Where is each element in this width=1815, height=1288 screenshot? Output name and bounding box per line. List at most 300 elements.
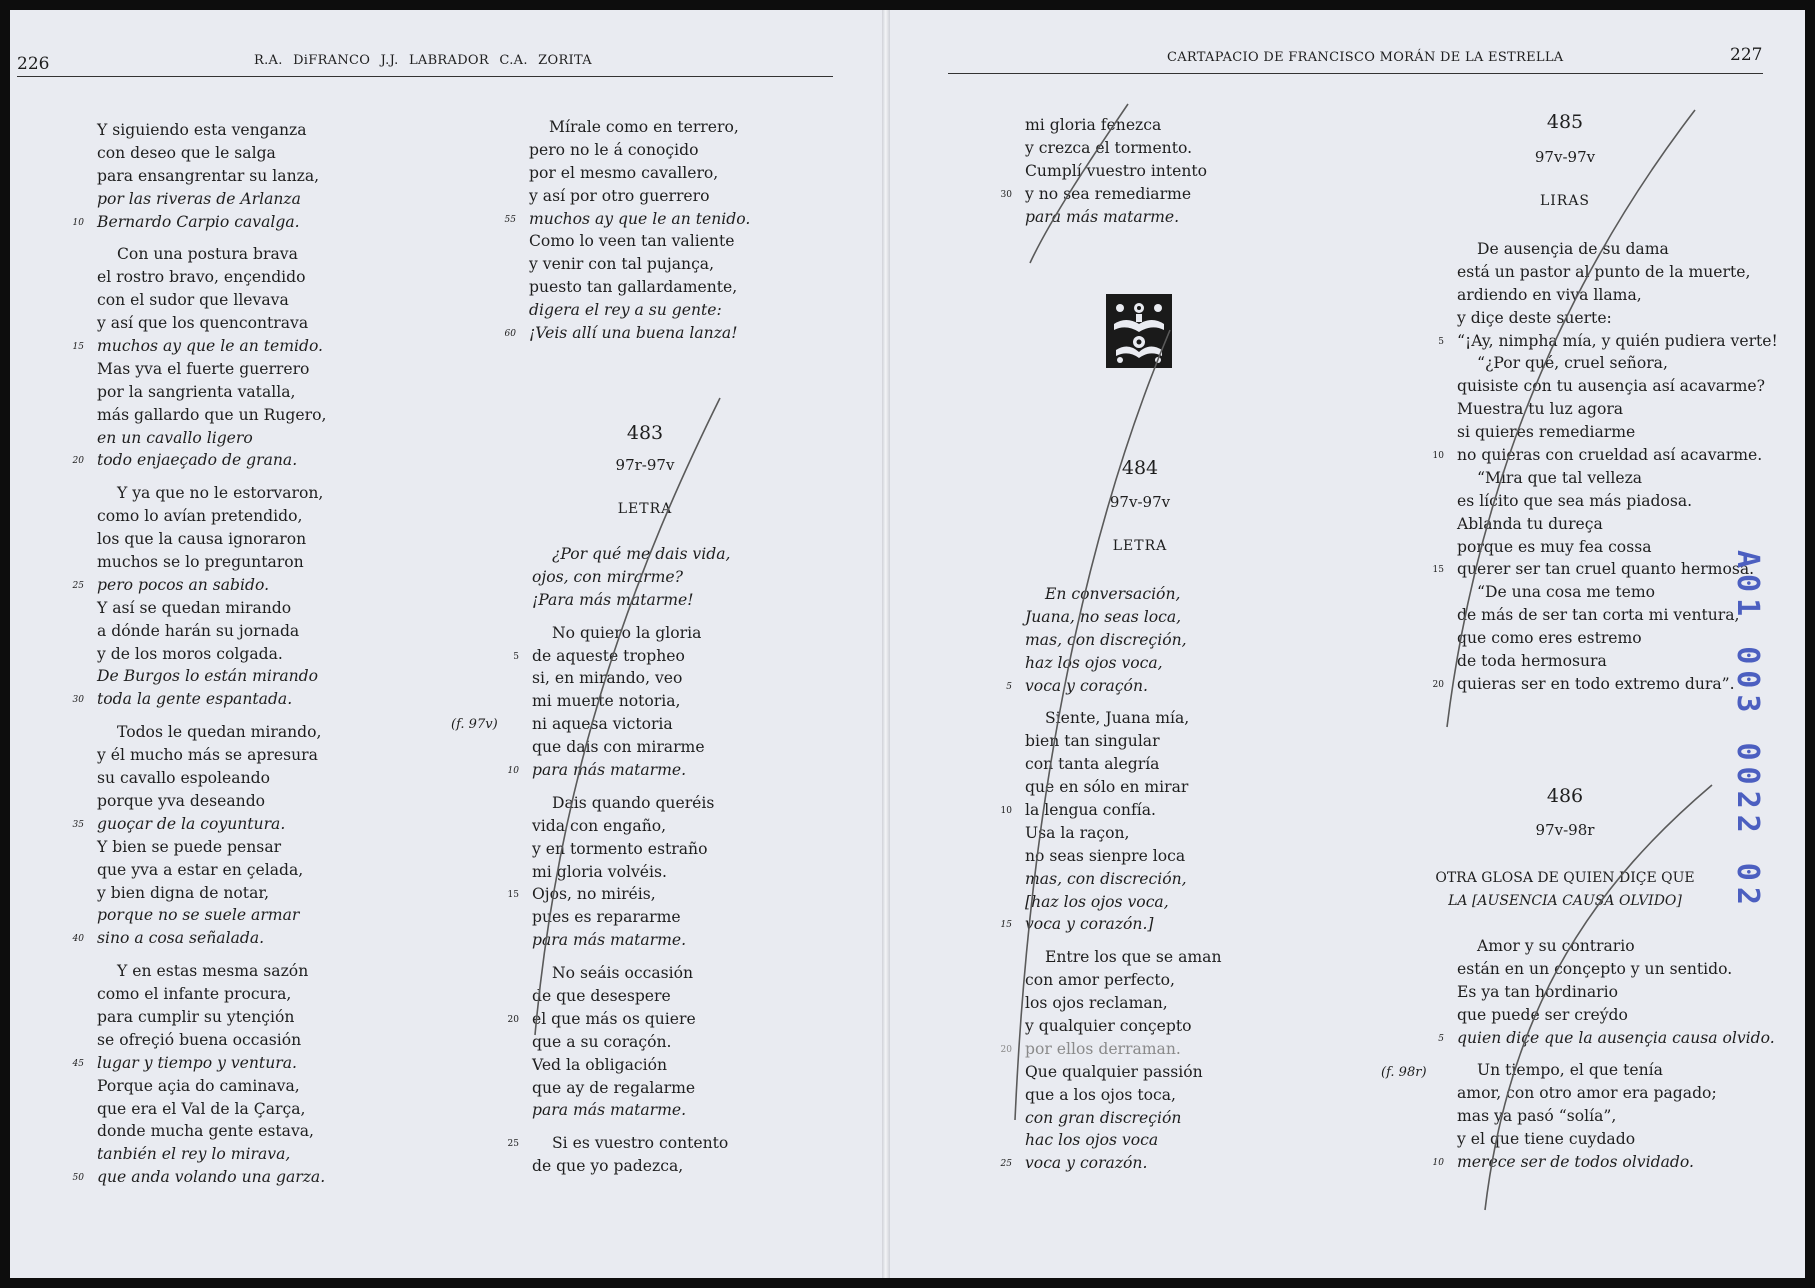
verse-text: todo enjaeçado de grana. <box>97 451 298 470</box>
verse-text: No seáis occasión <box>552 964 694 983</box>
left-page-number: 226 <box>17 54 50 74</box>
line-number: 55 <box>504 214 516 225</box>
verse-text: puesto tan gallardamente, <box>529 278 738 297</box>
verse-text: Con una postura brava <box>117 245 298 264</box>
verse-text: muchos se lo preguntaron <box>97 553 304 572</box>
verse-line <box>97 1029 326 1052</box>
verse-line <box>97 744 326 767</box>
poem-483-folio-ref: 97r-97v <box>615 456 675 474</box>
verse-text: porque no se suele armar <box>97 906 300 925</box>
poem-485-folio-ref: 97v-97v <box>1534 148 1596 166</box>
verse-line <box>529 116 750 139</box>
verse-line <box>532 929 730 952</box>
verse-line <box>1438 1027 1775 1050</box>
verse-text: Mas yva el fuerte guerrero <box>97 359 310 378</box>
verse-text: y no sea remediarme <box>1025 184 1192 203</box>
verse-text: merece ser de todos olvidado. <box>1457 1153 1694 1172</box>
verse-line <box>97 266 326 289</box>
verse-text: su cavallo espoleando <box>97 769 270 788</box>
verse-text: vida con engaño, <box>532 816 667 835</box>
verse-text: ¡Para más matarme! <box>532 590 694 609</box>
verse-text: Usa la raçon, <box>1025 823 1130 842</box>
verse-line <box>1025 992 1222 1015</box>
line-number: 20 <box>72 456 84 467</box>
verse-line <box>1000 1038 1222 1061</box>
verse-line <box>97 1098 326 1121</box>
verse-line <box>1438 330 1778 353</box>
verse-line <box>529 162 750 185</box>
verse-text: para más matarme. <box>532 931 687 950</box>
verse-text: está un pastor al punto de la muerte, <box>1457 262 1751 281</box>
verse-line <box>97 836 326 859</box>
verse-text: ¿Por qué me dais vida, <box>552 545 731 563</box>
verse-text: que era el Val de la Çarça, <box>97 1099 306 1118</box>
verse-line <box>97 859 326 882</box>
verse-text: están en un conçepto y un sentido. <box>1457 959 1733 978</box>
verse-line <box>532 1054 730 1077</box>
verse-text: toda la gente espantada. <box>97 690 293 709</box>
verse-line <box>97 289 326 312</box>
verse-line <box>532 906 730 929</box>
poem-column-3-bottom <box>1000 583 1222 1175</box>
verse-line <box>97 165 326 188</box>
verse-text: ¡Veis allí una buena lanza! <box>529 324 738 343</box>
line-number: 20 <box>1432 679 1444 690</box>
verse-line <box>1025 868 1222 891</box>
verse-line <box>97 551 326 574</box>
verse-text: mi gloria fenezca <box>1025 116 1162 134</box>
verse-line <box>97 983 326 1006</box>
verse-line <box>72 1052 326 1075</box>
line-number: 15 <box>507 890 519 901</box>
verse-line <box>1457 284 1778 307</box>
verse-line <box>1457 958 1775 981</box>
poem-483-number: 483 <box>626 422 664 444</box>
right-running-head: CARTAPACIO DE FRANCISCO MORÁN DE LA ESTRELLA <box>1167 50 1564 65</box>
verse-text: De ausençia de su dama <box>1477 240 1669 258</box>
verse-line <box>529 253 750 276</box>
verse-text: Bernardo Carpio cavalga. <box>97 212 300 231</box>
verse-line <box>1457 307 1778 330</box>
verse-text: de que yo padezca, <box>532 1157 684 1176</box>
poem-column-1 <box>72 119 327 1189</box>
verse-line <box>1457 467 1778 490</box>
verse-text: guoçar de la coyuntura. <box>97 814 286 833</box>
verse-line <box>97 243 326 266</box>
verse-line <box>1025 822 1222 845</box>
line-number: 25 <box>1000 1159 1012 1170</box>
verse-line <box>1025 891 1222 914</box>
verse-text: amor, con otro amor era pagado; <box>1457 1084 1717 1103</box>
verse-line <box>97 767 326 790</box>
line-number: 25 <box>507 1139 519 1150</box>
poem-484-type: LETRA <box>1112 538 1168 554</box>
verse-line <box>97 482 326 505</box>
verse-text: En conversación, <box>1045 585 1181 603</box>
verse-line <box>507 1008 730 1031</box>
verse-text: Dais quando queréis <box>552 793 715 812</box>
verse-line <box>504 322 750 345</box>
line-number: 60 <box>504 329 516 340</box>
verse-text: Que qualquier passión <box>1025 1062 1203 1081</box>
line-number: 45 <box>72 1058 84 1069</box>
verse-line <box>532 1155 730 1178</box>
verse-text: lugar y tiempo y ventura. <box>97 1053 297 1072</box>
verse-line <box>532 622 730 645</box>
verse-text: para más matarme. <box>1025 207 1180 226</box>
verse-text: Ojos, no miréis, <box>532 885 656 904</box>
verse-text: “¿Por qué, cruel señora, <box>1477 354 1668 373</box>
verse-text: como el infante procura, <box>97 985 292 1004</box>
line-number: 5 <box>1438 336 1444 347</box>
poem-486-number: 486 <box>1546 785 1584 807</box>
verse-line <box>1025 652 1222 675</box>
verse-text: Si es vuestro contento <box>552 1134 729 1153</box>
verse-line <box>532 792 730 815</box>
verse-line <box>97 142 326 165</box>
line-number: 50 <box>72 1173 84 1184</box>
verse-text: y en tormento estraño <box>532 839 708 858</box>
verse-line <box>532 861 730 884</box>
verse-line <box>1025 160 1207 183</box>
verse-text: de toda hermosura <box>1457 652 1607 671</box>
verse-line <box>1457 421 1778 444</box>
verse-line <box>1025 206 1207 229</box>
verse-text: en un cavallo ligero <box>97 428 253 447</box>
verse-line <box>1457 935 1775 958</box>
verse-line <box>504 208 751 231</box>
verse-text: Amor y su contrario <box>1477 937 1635 955</box>
verse-line <box>532 690 730 713</box>
verse-line <box>529 230 750 253</box>
verse-text: ni aquesa victoria <box>532 715 673 734</box>
verse-text: para ensangrentar su lanza, <box>97 166 320 185</box>
verse-text: bien tan singular <box>1025 732 1160 751</box>
verse-text: Es ya tan hordinario <box>1457 982 1618 1001</box>
verse-line <box>97 620 326 643</box>
verse-line <box>72 688 326 711</box>
verse-line <box>529 139 750 162</box>
verse-text: por la sangrienta vatalla, <box>97 382 296 401</box>
verse-line <box>1457 352 1778 375</box>
verse-line <box>1025 583 1222 606</box>
verse-line <box>1025 969 1222 992</box>
verse-text: porque es muy fea cossa <box>1457 537 1652 556</box>
line-number: 25 <box>72 580 84 591</box>
verse-line <box>532 713 730 736</box>
verse-line <box>529 299 750 322</box>
verse-text: Y ya que no le estorvaron, <box>117 484 324 503</box>
verse-text: que dais con mirarme <box>532 738 705 757</box>
verse-text: con gran discreçión <box>1025 1108 1182 1127</box>
verse-line <box>97 960 326 983</box>
verse-text: y crezca el tormento. <box>1025 138 1193 157</box>
verse-text: Y así se quedan mirando <box>97 598 292 617</box>
verse-text: que a su coraçón. <box>532 1032 672 1051</box>
verse-line <box>532 985 730 1008</box>
verse-line <box>72 449 326 472</box>
verse-line <box>507 1132 730 1155</box>
verse-text: y así que los quencontrava <box>97 314 309 333</box>
verse-text: voca y corazón. <box>1025 1154 1148 1173</box>
verse-line <box>97 882 326 905</box>
verse-line <box>532 736 730 759</box>
verse-text: no quieras con crueldad así acavarme. <box>1457 446 1763 465</box>
verse-text: voca y corazón.] <box>1025 915 1154 934</box>
verse-text: con deseo que le salga <box>97 143 276 162</box>
verse-line <box>1000 913 1222 936</box>
verse-line <box>97 381 326 404</box>
verse-line <box>1457 398 1778 421</box>
verse-text: Juana, no seas loca, <box>1025 607 1182 626</box>
line-number: 5 <box>513 651 519 662</box>
verse-line <box>1457 1004 1775 1027</box>
verse-text: mas, con discreçión, <box>1025 630 1187 649</box>
verse-text: por ellos derraman. <box>1025 1039 1181 1058</box>
verse-text: Porque açia do caminava, <box>97 1076 300 1095</box>
verse-text: Y siguiendo esta venganza <box>97 121 307 139</box>
verse-text: de que desespere <box>532 987 671 1006</box>
verse-text: con tanta alegría <box>1025 755 1160 774</box>
verse-line <box>1025 629 1222 652</box>
verse-text: la lengua confía. <box>1025 801 1156 820</box>
right-page-number: 227 <box>1730 45 1763 65</box>
verse-line <box>97 404 326 427</box>
verse-text: quieras ser en todo extremo dura”. <box>1457 674 1735 693</box>
line-number: 5 <box>1006 681 1012 692</box>
verse-line <box>1000 799 1222 822</box>
verse-text: donde mucha gente estava, <box>97 1122 315 1141</box>
verse-line <box>97 904 326 927</box>
verse-text: de aqueste tropheo <box>532 646 685 665</box>
verse-text: De Burgos lo están mirando <box>97 667 319 686</box>
verse-line <box>97 1143 326 1166</box>
verse-text: y el que tiene cuydado <box>1457 1130 1636 1149</box>
poem-486-title-line-1: OTRA GLOSA DE QUIEN DIÇE QUE <box>1435 870 1695 886</box>
verse-line <box>72 927 326 950</box>
verse-text: quien diçe que la ausençia causa olvido. <box>1457 1028 1775 1047</box>
verse-text: que ay de regalarme <box>532 1078 696 1097</box>
verse-line <box>532 962 730 985</box>
verse-text: hac los ojos voca <box>1025 1131 1159 1150</box>
verse-text: que como eres estremo <box>1457 629 1642 648</box>
verse-text: más gallardo que un Rugero, <box>97 405 327 424</box>
verse-line <box>1457 513 1778 536</box>
verse-line <box>1025 606 1222 629</box>
poem-486-title-line-2: LA [AUSENCIA CAUSA OLVIDO] <box>1448 893 1682 909</box>
verse-text: si, en mirando, veo <box>532 669 683 688</box>
verse-line <box>97 665 326 688</box>
verse-line <box>97 312 326 335</box>
verse-text: Entre los que se aman <box>1045 948 1222 967</box>
verse-line <box>532 1099 730 1122</box>
verse-line <box>1025 1107 1222 1130</box>
verse-text: ardiendo en viva llama, <box>1457 285 1642 304</box>
verse-text: y venir con tal pujança, <box>529 255 715 274</box>
poem-column-2-top <box>504 116 751 345</box>
verse-line <box>1025 1084 1222 1107</box>
verse-line <box>1457 490 1778 513</box>
verse-text: es lícito que sea más piadosa. <box>1457 491 1693 510</box>
verse-line <box>97 1075 326 1098</box>
verse-line <box>1432 444 1778 467</box>
verse-line <box>532 1031 730 1054</box>
line-number: 15 <box>1000 920 1012 931</box>
verse-line <box>532 589 730 612</box>
line-number: 10 <box>1432 451 1444 462</box>
line-number: 10 <box>1000 806 1012 817</box>
verse-line <box>97 1006 326 1029</box>
verse-line <box>507 883 730 906</box>
verse-text: haz los ojos voca, <box>1025 653 1163 672</box>
verse-line <box>1025 1015 1222 1038</box>
verse-text: Un tiempo, el que tenía <box>1477 1061 1663 1080</box>
verse-text: para más matarme. <box>532 1101 687 1120</box>
verse-text: [haz los ojos voca, <box>1025 892 1169 911</box>
verse-text: y qualquier conçepto <box>1025 1017 1192 1036</box>
verse-text: pero no le á conoçido <box>529 140 699 159</box>
verse-text: ojos, con mirarme? <box>532 567 684 586</box>
poem-485-number: 485 <box>1546 111 1584 133</box>
poem-485-type: LIRAS <box>1539 193 1591 209</box>
line-number: 20 <box>1000 1044 1012 1055</box>
verse-line <box>532 667 730 690</box>
verse-text: con amor perfecto, <box>1025 971 1176 990</box>
verse-line <box>1006 675 1222 698</box>
verse-line <box>1457 1082 1775 1105</box>
verse-text: de más de ser tan corta mi ventura, <box>1457 606 1740 625</box>
verse-text: con el sudor que llevava <box>97 291 289 310</box>
folio-note-97v: (f. 97v) <box>451 717 498 732</box>
right-header-rule <box>948 73 1763 74</box>
verse-text: Como lo veen tan valiente <box>529 232 735 251</box>
verse-text: como lo avían pretendido, <box>97 507 303 526</box>
verse-text: y él mucho más se apresura <box>97 746 318 765</box>
poem-column-3-top <box>1000 114 1208 228</box>
verse-line <box>1025 707 1222 730</box>
verse-line <box>1457 1059 1775 1082</box>
verse-line <box>1025 845 1222 868</box>
verse-line <box>532 543 730 566</box>
verse-line <box>1000 183 1207 206</box>
verse-text: Ablanda tu dureça <box>1457 514 1603 533</box>
verse-text: Cumplí vuestro intento <box>1025 161 1208 180</box>
verse-line <box>1025 137 1207 160</box>
verse-text: quisiste con tu ausençia así acavarme? <box>1457 377 1765 396</box>
verse-line <box>507 759 730 782</box>
verse-line <box>97 643 326 666</box>
line-number: 10 <box>1432 1158 1444 1169</box>
line-number: 15 <box>72 342 84 353</box>
verse-line <box>1457 1105 1775 1128</box>
verse-text: mas, con discreción, <box>1025 869 1187 888</box>
verse-text: que puede ser creýdo <box>1457 1005 1628 1024</box>
line-number: 30 <box>72 695 84 706</box>
verse-text: querer ser tan cruel quanto hermosa. <box>1457 560 1755 579</box>
poem-484-number: 484 <box>1121 457 1159 479</box>
verse-line <box>97 188 326 211</box>
verse-text: digera el rey a su gente: <box>529 301 722 320</box>
poem-486-folio-ref: 97v-98r <box>1535 821 1595 839</box>
verse-text: No quiero la gloria <box>552 623 702 642</box>
verse-text: y diçe deste suerte: <box>1457 308 1612 327</box>
verse-text: pues es repararme <box>532 908 681 927</box>
verse-line <box>1025 753 1222 776</box>
verse-line <box>97 597 326 620</box>
verse-text: los ojos reclaman, <box>1025 994 1168 1013</box>
verse-line <box>97 505 326 528</box>
verse-line <box>97 790 326 813</box>
verse-text: y de los moros colgada. <box>97 644 283 663</box>
left-running-head: R.A. DiFRANCO J.J. LABRADOR C.A. ZORITA <box>254 53 592 68</box>
verse-line <box>1432 1151 1775 1174</box>
verse-line <box>1025 114 1207 137</box>
verse-text: Siente, Juana mía, <box>1045 709 1190 728</box>
verse-text: Ved la obligación <box>532 1055 668 1074</box>
verse-text: mi muerte notoria, <box>532 692 681 711</box>
verse-text: “De una cosa me temo <box>1477 583 1656 602</box>
verse-text: “Mira que tal velleza <box>1477 468 1643 487</box>
verse-line <box>97 427 326 450</box>
verse-text: tanbién el rey lo mirava, <box>97 1145 291 1164</box>
verse-text: Y bien se puede pensar <box>97 837 282 856</box>
verse-line <box>97 358 326 381</box>
poem-column-2-bottom <box>507 543 731 1178</box>
verse-text: porque yva deseando <box>97 791 266 810</box>
verse-text: que en sólo en mirar <box>1025 778 1189 797</box>
verse-line <box>532 566 730 589</box>
verse-text: Muestra tu luz agora <box>1457 400 1624 419</box>
verse-line <box>1025 1129 1222 1152</box>
line-number: 20 <box>507 1014 519 1025</box>
verse-line <box>532 815 730 838</box>
verse-line <box>1457 1128 1775 1151</box>
verse-line <box>97 528 326 551</box>
verse-text: los que la causa ignoraron <box>97 530 307 549</box>
verse-text: muchos ay que le an temido. <box>97 337 324 356</box>
line-number: 35 <box>72 819 84 830</box>
verse-text: por las riveras de Arlanza <box>97 189 301 208</box>
verse-line <box>72 574 326 597</box>
verse-text: Mírale como en terrero, <box>549 118 739 136</box>
line-number: 10 <box>507 766 519 777</box>
verse-line <box>1457 981 1775 1004</box>
verse-text: sino a cosa señalada. <box>97 929 265 948</box>
verse-text: el que más os quiere <box>532 1009 696 1028</box>
verse-text: mi gloria volvéis. <box>532 862 667 881</box>
verse-line <box>97 1120 326 1143</box>
verse-line <box>97 119 326 142</box>
left-header-rule <box>17 76 833 77</box>
verse-text: muchos ay que le an tenido. <box>529 209 751 228</box>
verse-line <box>1457 261 1778 284</box>
verse-text: por el mesmo cavallero, <box>529 163 719 182</box>
book-gutter <box>882 10 890 1278</box>
verse-text: el rostro bravo, ençendido <box>97 268 306 287</box>
verse-text: pero pocos an sabido. <box>97 575 270 594</box>
verse-line <box>72 813 326 836</box>
verse-line <box>1000 1152 1222 1175</box>
verse-text: que yva a estar en çelada, <box>97 860 304 879</box>
verse-text: si quieres remediarme <box>1457 423 1636 442</box>
verse-line <box>532 1077 730 1100</box>
verse-text: voca y coraçón. <box>1025 676 1148 695</box>
verse-line <box>72 1166 326 1189</box>
verse-text: se ofreçió buena occasión <box>97 1030 302 1049</box>
verse-text: “¡Ay, nimpha mía, y quién pudiera verte! <box>1457 331 1778 350</box>
line-number: 30 <box>1000 189 1012 200</box>
verse-text: y así por otro guerrero <box>529 186 710 205</box>
